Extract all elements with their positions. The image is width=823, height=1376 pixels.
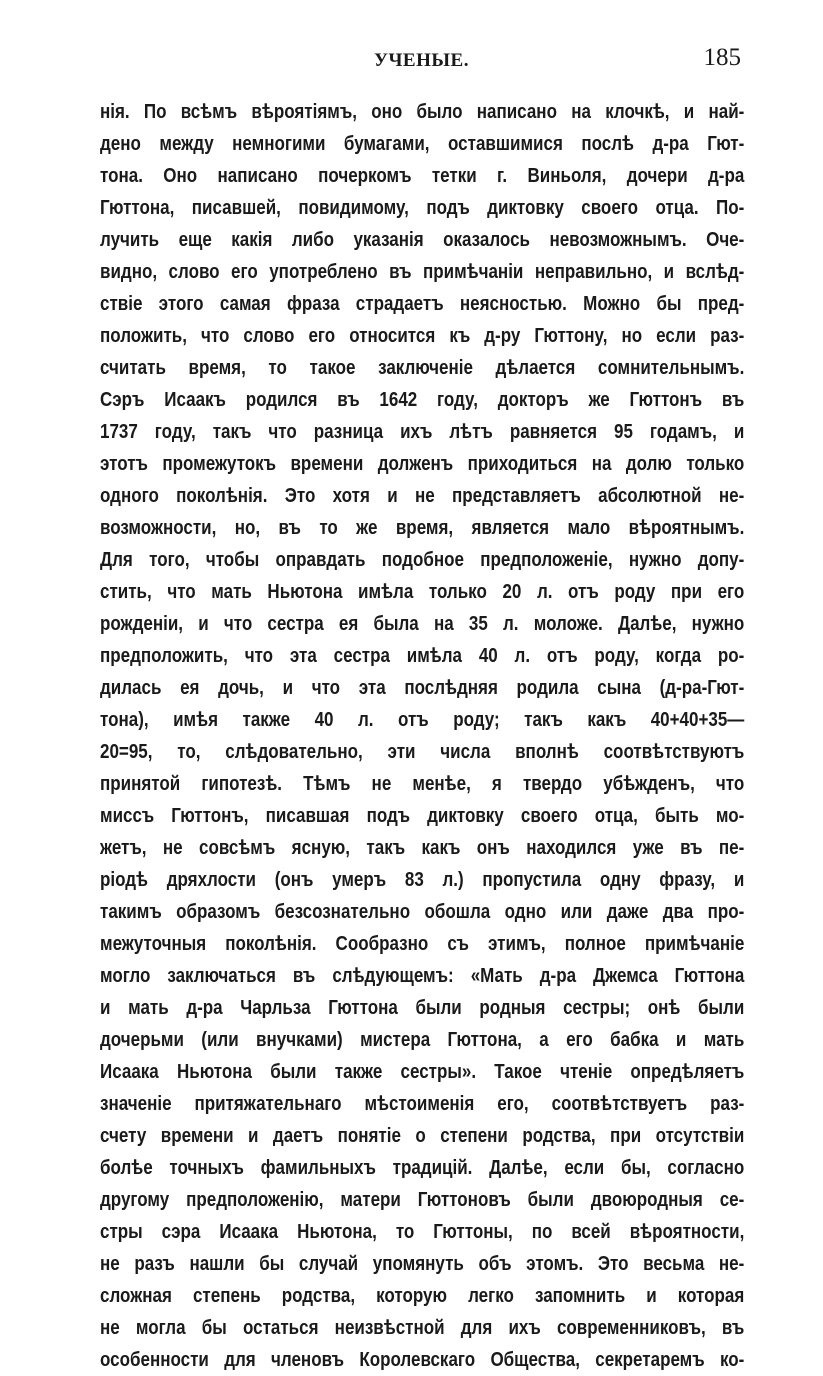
text-line: стить, что мать Ньютона имѣла только 20 л. отъ роду при его: [100, 581, 745, 603]
running-head: [102, 46, 741, 76]
text-line: не разъ нашли бы случай упомянуть объ этомъ. Это весьма не-: [100, 1253, 745, 1275]
text-line: миссъ Гюттонъ, писавшая подъ диктовку своего отца, быть мо-: [100, 805, 745, 827]
text-line: Сэръ Исаакъ родился въ 1642 году, докторъ же Гюттонъ въ: [100, 389, 745, 411]
text-line: дено между немногими бумагами, оставшимися послѣ д-ра Гют-: [100, 133, 745, 155]
text-line: дилась ея дочь, и что эта послѣдняя родила сына (д-ра-Гют-: [100, 677, 745, 699]
text-line: болѣе точныхъ фамильныхъ традицій. Далѣе, если бы, согласно: [100, 1157, 745, 1179]
text-line: возможности, но, въ то же время, является мало вѣроятнымъ.: [100, 517, 745, 539]
text-line: тона), имѣя также 40 л. отъ роду; такъ какъ 40+40+35—: [100, 709, 745, 731]
text-line: значеніе притяжательнаго мѣстоименія его, соотвѣтствуетъ раз-: [100, 1093, 745, 1115]
text-line: стры сэра Исаака Ньютона, то Гюттоны, по всей вѣроятности,: [100, 1221, 745, 1243]
text-line: сложная степень родства, которую легко запомнить и которая: [100, 1285, 745, 1307]
text-line: положить, что слово его относится къ д-ру Гюттону, но если раз-: [100, 325, 745, 347]
text-line: считать время, то такое заключеніе дѣлается сомнительнымъ.: [100, 357, 745, 379]
chapter-title: УЧЕНЫЕ.: [374, 50, 469, 71]
text-line: 1737 году, такъ что разница ихъ лѣтъ равняется 95 годамъ, и: [100, 421, 745, 443]
text-line: и мать д-ра Чарльза Гюттона были родныя сестры; онѣ были: [100, 997, 745, 1019]
text-line: жетъ, не совсѣмъ ясную, такъ какъ онъ находился уже въ пе-: [100, 837, 745, 859]
text-line: такимъ образомъ безсознательно обошла одно или даже два про-: [100, 901, 745, 923]
text-line: ріодѣ дряхлости (онъ умеръ 83 л.) пропустила одну фразу, и: [100, 869, 745, 891]
text-line: тона. Оно написано почеркомъ тетки г. Виньоля, дочери д-ра: [100, 165, 745, 187]
text-line: рожденіи, и что сестра ея была на 35 л. моложе. Далѣе, нужно: [100, 613, 745, 635]
text-line: межуточныя поколѣнія. Сообразно съ этимъ, полное примѣчаніе: [100, 933, 745, 955]
text-line: видно, слово его употреблено въ примѣчаніи неправильно, и вслѣд-: [100, 261, 745, 283]
body-text: [100, 96, 745, 1376]
text-line: дочерьми (или внучками) мистера Гюттона, а его бабка и мать: [100, 1029, 745, 1051]
text-line: счету времени и даетъ понятіе о степени родства, при отсутствіи: [100, 1125, 745, 1147]
text-line: предположить, что эта сестра имѣла 40 л. отъ роду, когда ро-: [100, 645, 745, 667]
text-line: лучить еще какія либо указанія оказалось невозможнымъ. Оче-: [100, 229, 745, 251]
text-line: ствіе этого самая фраза страдаетъ неясностью. Можно бы пред-: [100, 293, 745, 315]
page-number: 185: [703, 44, 741, 71]
text-line: могло заключаться въ слѣдующемъ: «Мать д-ра Джемса Гюттона: [100, 965, 745, 987]
text-line: Исаака Ньютона были также сестры». Такое чтеніе опредѣляетъ: [100, 1061, 745, 1083]
text-line: другому предположенію, матери Гюттоновъ были двоюродныя се-: [100, 1189, 745, 1211]
text-line: нія. По всѣмъ вѣроятіямъ, оно было написано на клочкѣ, и най-: [100, 101, 745, 123]
text-line: 20=95, то, слѣдовательно, эти числа вполнѣ соотвѣтствуютъ: [100, 741, 745, 763]
text-line: особенности для членовъ Королевскаго Общества, секретаремъ ко-: [100, 1349, 745, 1371]
text-line: не могла бы остаться неизвѣстной для ихъ современниковъ, въ: [100, 1317, 745, 1339]
text-line: принятой гипотезѣ. Тѣмъ не менѣе, я твердо убѣжденъ, что: [100, 773, 745, 795]
text-line: этотъ промежутокъ времени долженъ приходиться на долю только: [100, 453, 745, 475]
text-line: Для того, чтобы оправдать подобное предположеніе, нужно допу-: [100, 549, 745, 571]
text-line: Гюттона, писавшей, повидимому, подъ диктовку своего отца. По-: [100, 197, 745, 219]
text-line: одного поколѣнія. Это хотя и не представляетъ абсолютной не-: [100, 485, 745, 507]
